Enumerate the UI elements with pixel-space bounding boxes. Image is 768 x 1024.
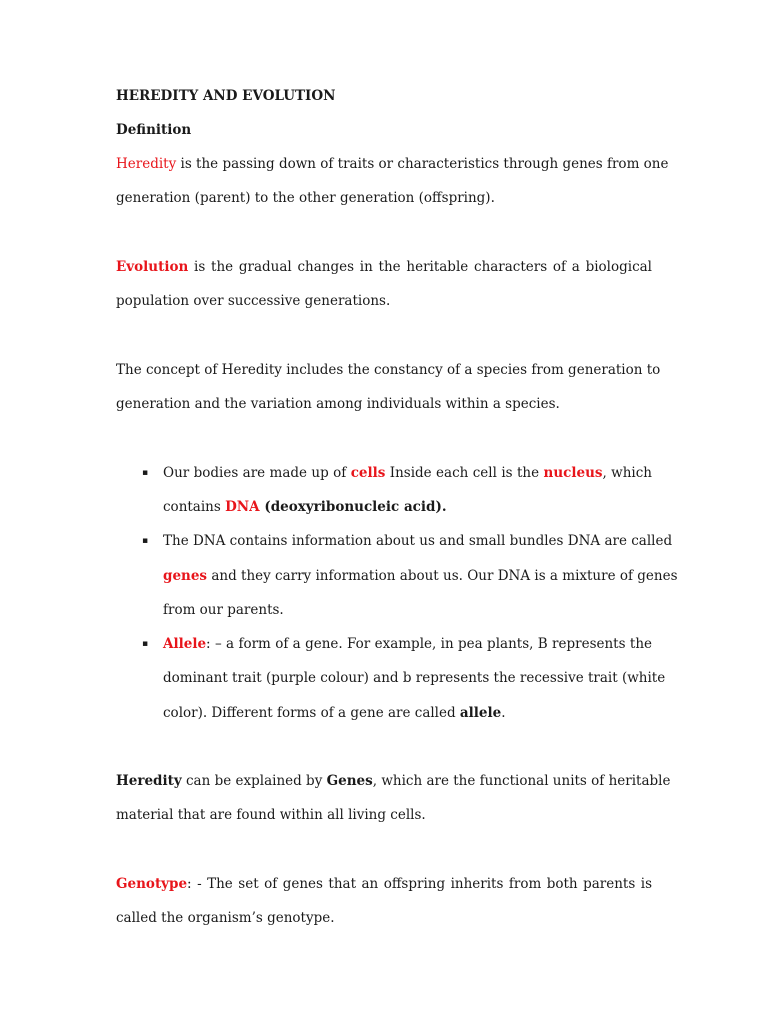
term-genes-bold: Genes [326, 773, 373, 789]
genes-paragraph-line-2: material that are found within all living cells. [116, 807, 426, 823]
term-heredity: Heredity [116, 156, 177, 172]
text-run: , which are the functional units of heritable [372, 773, 671, 789]
genes-paragraph-line-1 [116, 771, 671, 791]
evolution-definition-line-1 [116, 257, 652, 277]
bullet-genes-line-3: from our parents. [163, 602, 284, 618]
genotype-definition-line-1 [116, 874, 652, 894]
text-run: contains [163, 499, 226, 515]
bullet-cells-line-2 [163, 497, 652, 517]
bullet-allele-line-2: dominant trait (purple colour) and b represents the recessive trait (white [163, 670, 666, 686]
definition-heading: Definition [116, 122, 192, 138]
text-run: : - The set of genes that an offspring inherits from both parents is [187, 876, 652, 892]
term-genes: genes [163, 568, 208, 584]
text-run: Our bodies are made up of [163, 465, 351, 481]
text-run: can be explained by [181, 773, 327, 789]
term-deoxyribonucleic-acid: (deoxyribonucleic acid). [259, 499, 447, 515]
text-run: color). Different forms of a gene are called [163, 705, 460, 721]
bullet-icon: ▪ [142, 536, 149, 546]
text-run: , which [602, 465, 652, 481]
bullet-allele-line-1 [163, 634, 652, 654]
bullet-icon: ▪ [142, 468, 149, 478]
text-run: . [501, 705, 506, 721]
bullet-cells-line-1 [163, 463, 652, 483]
term-nucleus: nucleus [543, 465, 603, 481]
bullet-genes-line-1: The DNA contains information about us and small bundles DNA are called [163, 533, 673, 549]
bullet-allele-line-3 [163, 703, 652, 723]
text-run: Inside each cell is the [385, 465, 544, 481]
document-title: HEREDITY AND EVOLUTION [116, 88, 336, 104]
term-dna: DNA [225, 499, 260, 515]
concept-paragraph-line-1: The concept of Heredity includes the constancy of a species from generation to [116, 362, 661, 378]
term-allele: Allele [163, 636, 207, 652]
bullet-genes-line-2 [163, 566, 678, 586]
concept-paragraph-line-2: generation and the variation among individuals within a species. [116, 396, 560, 412]
text-run: is the passing down of traits or characteristics through genes from one [176, 156, 669, 172]
heredity-definition-line-2: generation (parent) to the other generation (offspring). [116, 190, 495, 206]
text-run: is the gradual changes in the heritable characters of a biological [188, 259, 652, 275]
text-run: : – a form of a gene. For example, in pea plants, B represents the [206, 636, 652, 652]
heredity-definition-line-1 [116, 154, 669, 174]
term-cells: cells [350, 465, 386, 481]
term-evolution: Evolution [116, 259, 189, 275]
term-heredity-bold: Heredity [116, 773, 182, 789]
genotype-definition-line-2: called the organism’s genotype. [116, 910, 335, 926]
bullet-icon: ▪ [142, 639, 149, 649]
text-run: and they carry information about us. Our DNA is a mixture of genes [207, 568, 678, 584]
term-allele-bold: allele [459, 705, 502, 721]
evolution-definition-line-2: population over successive generations. [116, 293, 391, 309]
term-genotype: Genotype [116, 876, 188, 892]
